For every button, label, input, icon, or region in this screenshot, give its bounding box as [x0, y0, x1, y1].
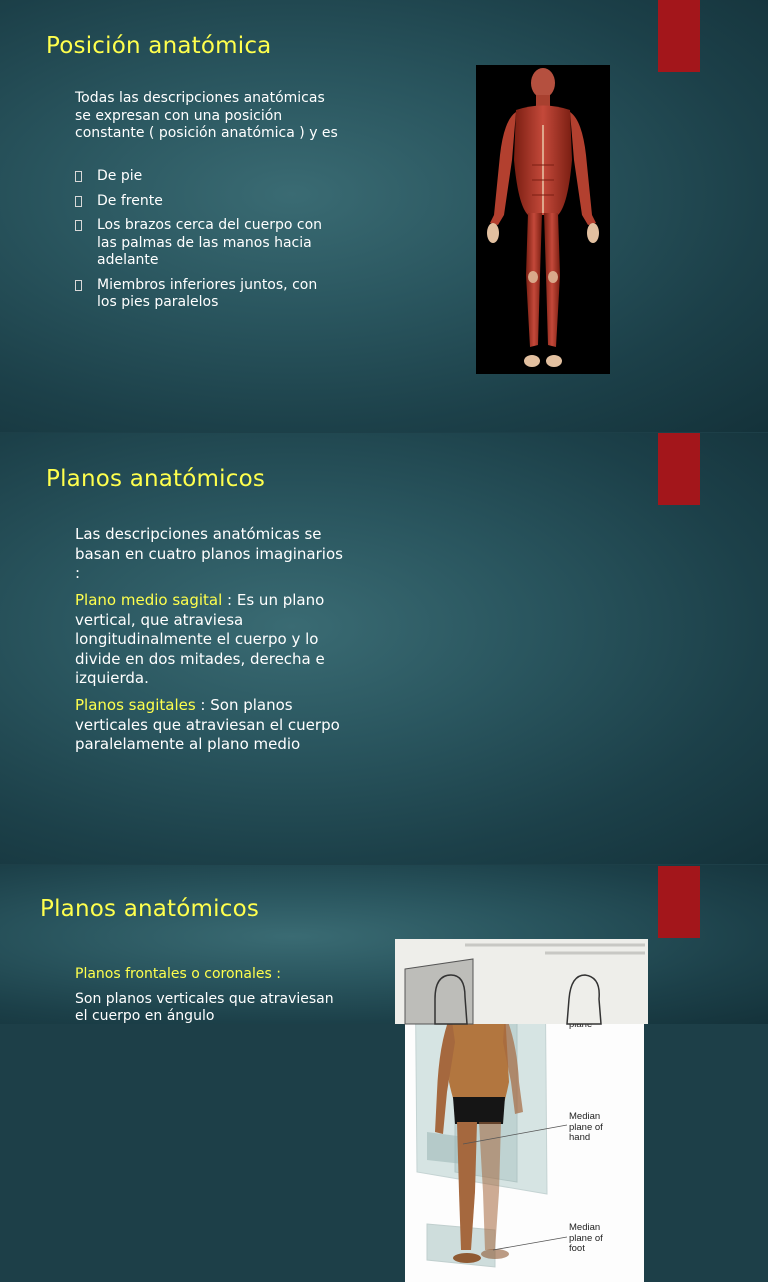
bullet-icon	[75, 280, 82, 291]
list-item: De pie	[75, 168, 335, 186]
bullet-list	[75, 168, 335, 319]
bullet-icon	[75, 196, 82, 207]
muscle-anatomy-image	[476, 65, 610, 374]
term-highlight: Planos sagitales	[75, 696, 196, 714]
slide-title: Posición anatómica	[46, 33, 272, 59]
slide-title: Planos anatómicos	[46, 466, 266, 492]
frontal-planes-text: Son planos verticales que atraviesan el cuerpo en ángulo	[75, 991, 334, 1024]
term-highlight: Plano medio sagital	[75, 591, 223, 609]
accent-bar	[658, 0, 700, 72]
list-item: Los brazos cerca del cuerpo con las palmas de las manos hacia adelante	[75, 217, 335, 270]
intro-text: Las descripciones anatómicas se basan en cuatro planos imaginarios :	[75, 525, 343, 582]
slide-title: Planos anatómicos	[40, 896, 260, 922]
slide-3	[0, 865, 768, 1024]
bullet-icon	[75, 220, 82, 231]
bullet-icon	[75, 171, 82, 182]
slide-1	[0, 0, 768, 432]
accent-bar	[658, 433, 700, 505]
coronal-planes-image	[395, 939, 648, 1024]
median-plane-foot-label: Median plane of foot	[569, 1222, 603, 1254]
list-item: Miembros inferiores juntos, con los pies paralelos	[75, 277, 335, 312]
median-sagittal-paragraph: Plano medio sagital : Es un plano vertical, que atraviesa longitudinalmente el cuerpo y lo divide en dos mitades, derecha e izquierda.	[75, 591, 325, 687]
intro-text: Todas las descripciones anatómicas se expresan con una posición constante ( posición anatómica ) y es	[75, 90, 338, 141]
median-plane-hand-label: Median plane of hand	[569, 1111, 603, 1143]
frontal-planes-subtitle: Planos frontales o coronales :	[75, 966, 281, 982]
sagittal-planes-paragraph: Planos sagitales : Son planos verticales que atraviesan el cuerpo paralelamente al plano medio	[75, 696, 340, 753]
accent-bar	[658, 866, 700, 938]
list-item: De frente	[75, 193, 335, 211]
